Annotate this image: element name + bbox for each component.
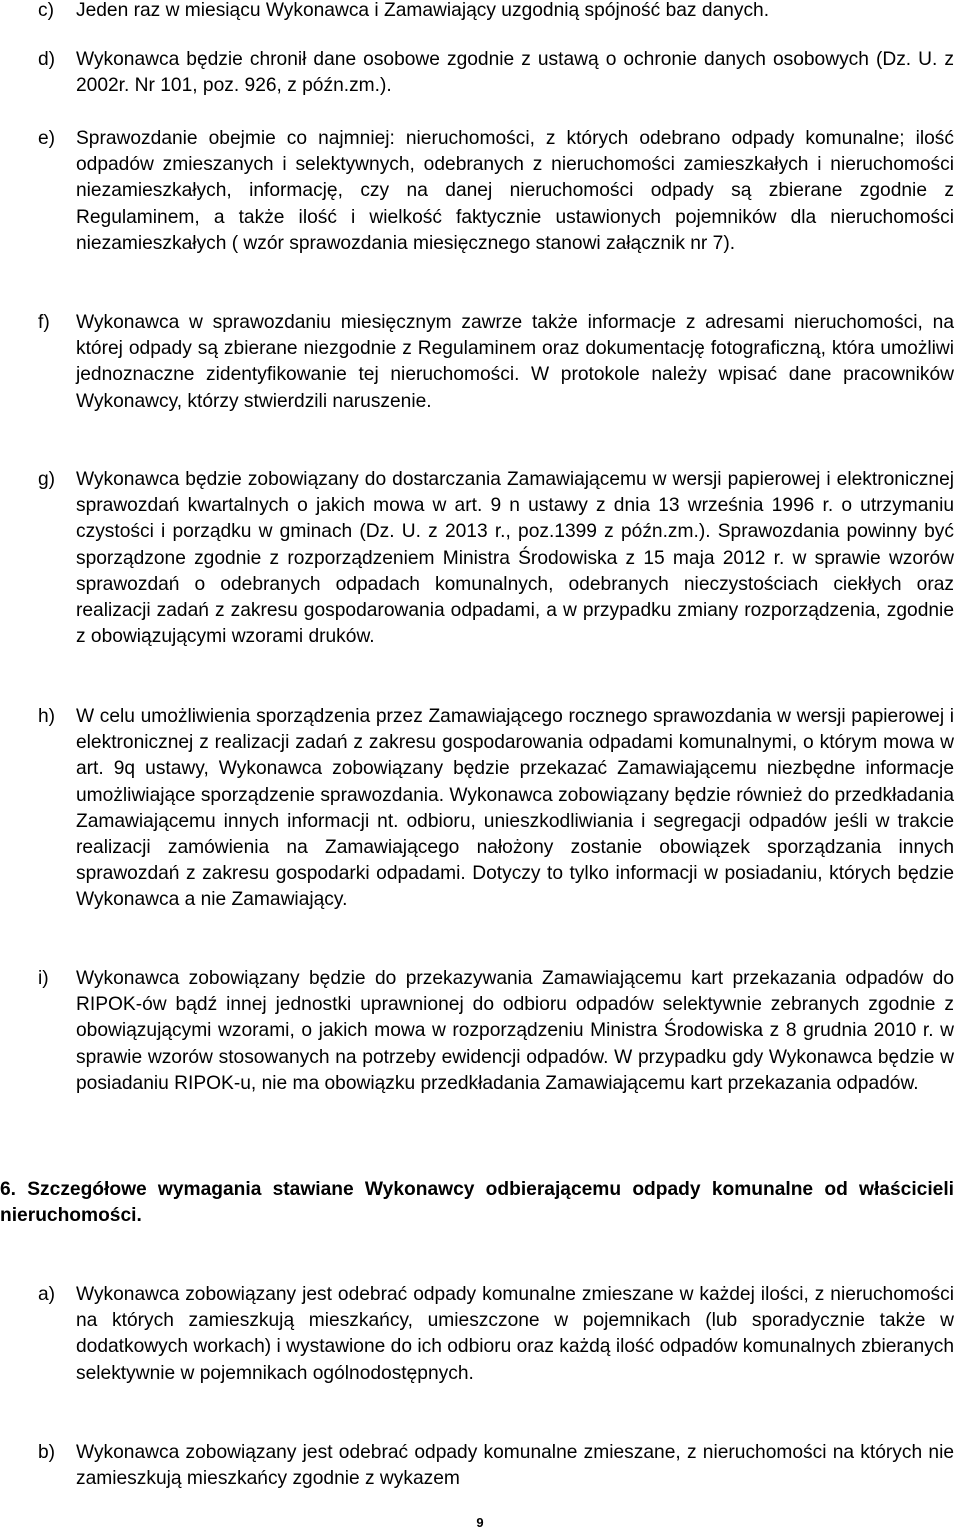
list-item-text: Wykonawca będzie zobowiązany do dostarczania Zamawiającemu w wersji papierowej i elektronicznej sprawozdań kwartalnych o jakich mowa w art. 9 n ustawy z dnia 13 września 1996 r. o utrzymaniu czystości i porządku w gminach (Dz. U. z 2013 r., poz.1399 z późn.zm.). Sprawozdania powinny być sporządzone zgodnie z rozporządzeniem Ministra Środowiska z 15 maja 2012 r. w sprawie wzorów sprawozdań o odebranych odpadach komunalnych, odebranych nieczystościach ciekłych oraz realizacji zadań z zakresu gospodarowania odpadami, a w przypadku zmiany rozporządzenia, zgodnie z obowiązującymi wzorami druków. bbox=[76, 469, 954, 648]
list-item-label: c) bbox=[38, 0, 54, 21]
list-item-label: i) bbox=[38, 968, 49, 989]
list-item-label: a) bbox=[38, 1284, 56, 1305]
list-item-g bbox=[38, 467, 954, 650]
list-item-f bbox=[38, 310, 954, 415]
list-item-label: f) bbox=[38, 312, 50, 333]
page-number: 9 bbox=[476, 1515, 484, 1530]
list-item-label: h) bbox=[38, 706, 56, 727]
list-item-a bbox=[38, 1282, 954, 1387]
list-item-d bbox=[38, 47, 954, 99]
list-item-text: Sprawozdanie obejmie co najmniej: nieruchomości, z których odebrano odpady komunalne; ilość odpadów zmieszanych i selektywnych, odebranych z nieruchomości zamieszkałych i nieruchomości niezamieszkałych, informację, czy na danej nieruchomości odpady są zbierane zgodnie z Regulaminem, a także ilość i wielkość faktycznie ustawionych pojemników dla nieruchomości niezamieszkałych ( wzór sprawozdania miesięcznego stanowi załącznik nr 7). bbox=[76, 128, 954, 254]
list-item-text: Wykonawca zobowiązany będzie do przekazywania Zamawiającemu kart przekazania odpadów do RIPOK-ów bądź innej jednostki uprawnionej do odbioru odpadów selektywnie zebranych zgodnie z obowiązującymi wzorami, o jakich mowa w rozporządzeniu Ministra Środowiska z 8 grudnia 2010 r. w sprawie wzorów stosowanych na potrzeby ewidencji odpadów. W przypadku gdy Wykonawca będzie w posiadaniu RIPOK-u, nie ma obowiązku przedkładania Zamawiającemu kart przekazania odpadów. bbox=[76, 968, 954, 1094]
list-item-text: Jeden raz w miesiącu Wykonawca i Zamawiający uzgodnią spójność baz danych. bbox=[76, 0, 770, 21]
list-item-e bbox=[38, 126, 954, 257]
list-item-text: W celu umożliwienia sporządzenia przez Zamawiającego rocznego sprawozdania w wersji papierowej i elektronicznej z realizacji zadań z zakresu gospodarowania odpadami komunalnymi, o którym mowa w art. 9q ustawy, Wykonawca zobowiązany będzie przekazać Zamawiającemu niezbędne informacje umożliwiające sporządzenie sprawozdania. Wykonawca zobowiązany będzie również do przedkładania Zamawiającemu innych informacji nt. odbioru, unieszkodliwiania i segregacji odpadów jeśli w trakcie realizacji zamówienia na Zamawiającego nałożony zostanie obowiązek sporządzania innych sprawozdań z zakresu gospodarki odpadami. Dotyczy to tylko informacji w posiadaniu, których będzie Wykonawca a nie Zamawiający. bbox=[76, 706, 954, 911]
list-item-label: g) bbox=[38, 469, 56, 490]
list-item-i bbox=[38, 966, 954, 1097]
list-item-text: Wykonawca zobowiązany jest odebrać odpady komunalne zmieszane w każdej ilości, z nieruchomości na których zamieszkują mieszkańcy, umieszczone w pojemnikach (lub sporadycznie także w dodatkowych workach) i wystawione do ich odbioru oraz każdą ilość odpadów komunalnych zbieranych selektywnie w pojemnikach ogólnodostępnych. bbox=[76, 1284, 954, 1384]
list-item-label: d) bbox=[38, 49, 56, 70]
list-item-label: e) bbox=[38, 128, 56, 149]
list-item-text: Wykonawca w sprawozdaniu miesięcznym zawrze także informacje z adresami nieruchomości, na której odpady są zbierane niezgodnie z Regulaminem oraz dokumentację fotograficzną, która umożliwi jednoznaczne zidentyfikowanie tej nieruchomości. W protokole należy wpisać dane pracowników Wykonawcy, którzy stwierdzili naruszenie. bbox=[76, 312, 954, 412]
list-item-h bbox=[38, 704, 954, 914]
list-item-c bbox=[38, 0, 954, 24]
list-item-b bbox=[38, 1440, 954, 1492]
section-heading: 6. Szczegółowe wymagania stawiane Wykonawcy odbierającemu odpady komunalne od właścicieli nieruchomości. bbox=[0, 1179, 954, 1227]
list-item-text: Wykonawca będzie chronił dane osobowe zgodnie z ustawą o ochronie danych osobowych (Dz. U. z 2002r. Nr 101, poz. 926, z późn.zm.). bbox=[76, 49, 954, 97]
list-item-label: b) bbox=[38, 1442, 56, 1463]
list-item-text: Wykonawca zobowiązany jest odebrać odpady komunalne zmieszane, z nieruchomości na których nie zamieszkują mieszkańcy zgodnie z wykazem bbox=[76, 1442, 954, 1490]
